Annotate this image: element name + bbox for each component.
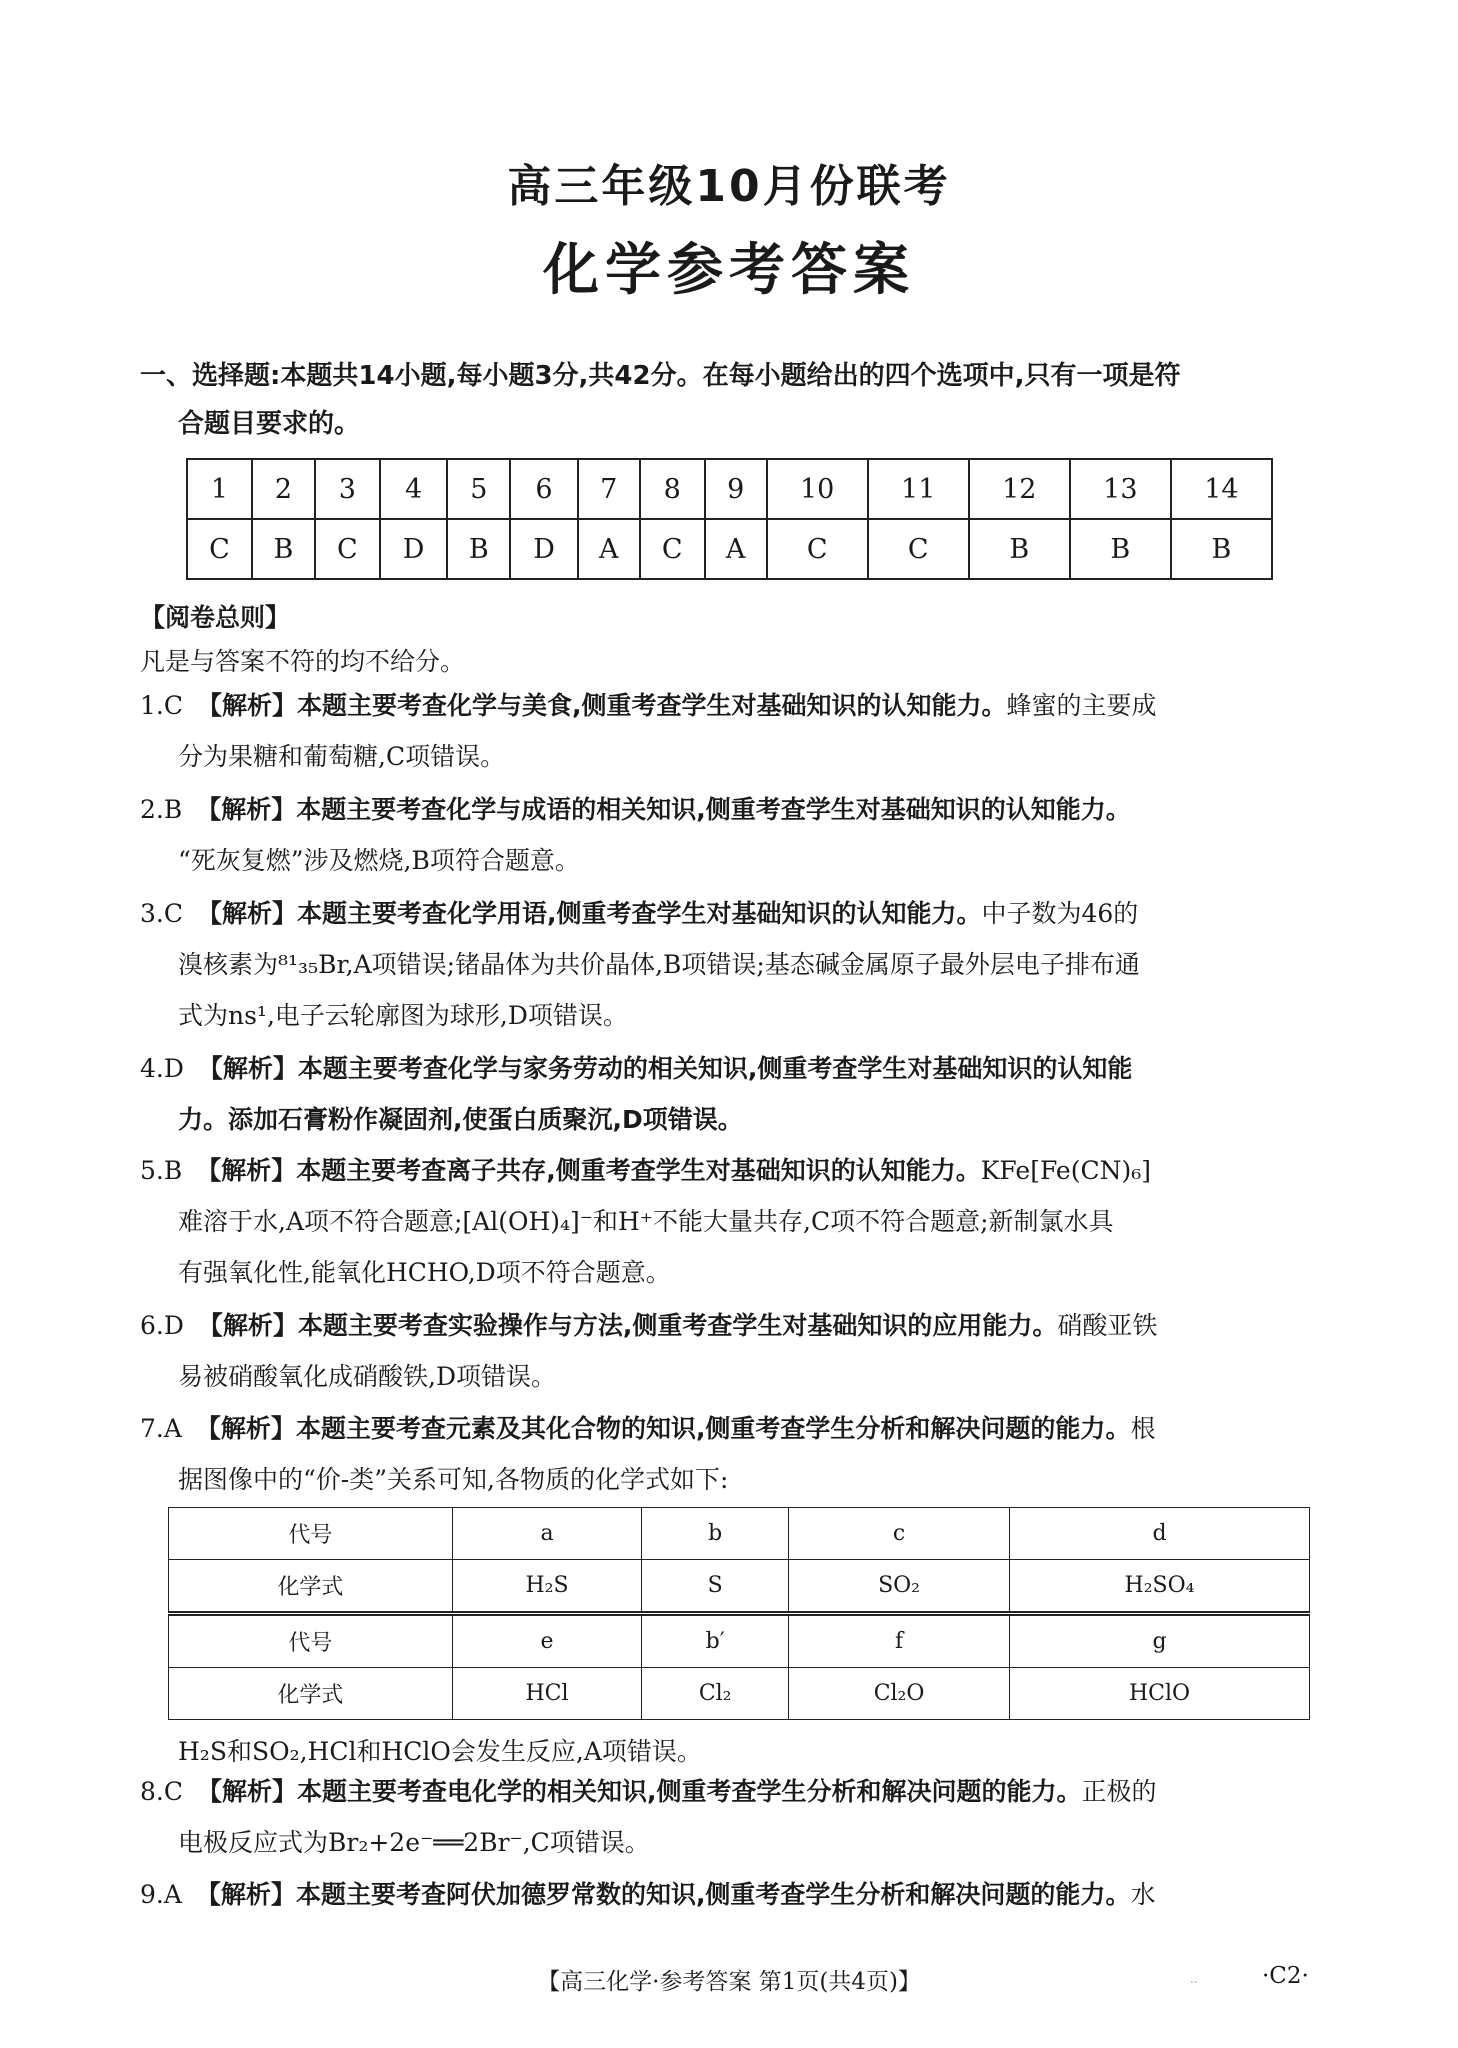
question-number: 1 (187, 459, 252, 519)
row-label: 代号 (169, 1614, 453, 1668)
item-text: “死灰复燃”涉及燃烧,B项符合题意。 (178, 846, 580, 875)
item-bold-text: 本题主要考查阿伏加德罗常数的知识,侧重考查学生分析和解决问题的能力。 (295, 1880, 1131, 1909)
answer-cell: B (447, 519, 510, 579)
question-number: 2 (252, 459, 315, 519)
item-bold-text: 本题主要考查化学用语,侧重考查学生对基础知识的认知能力。 (297, 899, 982, 928)
item-bold-text: 本题主要考查化学与家务劳动的相关知识,侧重考查学生对基础知识的认知能 (297, 1054, 1133, 1083)
answer-cell: C (315, 519, 380, 579)
question-number: 9 (705, 459, 767, 519)
formula-cell: HCl (452, 1668, 641, 1720)
answer-cell: B (252, 519, 315, 579)
answer-cell: B (1070, 519, 1171, 579)
question-number: 6 (510, 459, 578, 519)
item-bold-text: 本题主要考查化学与成语的相关知识,侧重考查学生对基础知识的认知能力。 (296, 795, 1131, 824)
answer-cell: B (1171, 519, 1272, 579)
answer-cell: A (578, 519, 640, 579)
answer-cell: A (705, 519, 767, 579)
item-tag: 【解析】 (195, 1880, 296, 1909)
code-cell: b (642, 1508, 789, 1560)
item-number: 7.A (140, 1414, 182, 1443)
answer-cell: C (187, 519, 252, 579)
item-text: KFe[Fe(CN)₆] (980, 1156, 1152, 1185)
answer-cell: C (640, 519, 705, 579)
item-text: 根 (1130, 1414, 1156, 1443)
item-text: 易被硝酸氧化成硝酸铁,D项错误。 (178, 1362, 556, 1391)
item-bold-text: 本题主要考查元素及其化合物的知识,侧重考查学生分析和解决问题的能力。 (295, 1414, 1131, 1443)
code-cell: f (789, 1614, 1010, 1668)
item-text: 据图像中的“价-类”关系可知,各物质的化学式如下: (178, 1465, 729, 1494)
answer-table-number-row (187, 459, 1272, 519)
item-tag: 【解析】 (197, 1054, 298, 1083)
item-number: 2.B (140, 795, 183, 824)
item-bold-text: 本题主要考查电化学的相关知识,侧重考查学生分析和解决问题的能力。 (297, 1777, 1082, 1806)
rules-heading: 【阅卷总则】 (140, 603, 291, 632)
question-number: 5 (447, 459, 510, 519)
item-tag: 【解析】 (196, 899, 297, 928)
formula-row (169, 1668, 1310, 1720)
row-label: 代号 (169, 1508, 453, 1560)
item-text: 有强氧化性,能氧化HCHO,D项不符合题意。 (178, 1258, 671, 1287)
answer-cell: C (868, 519, 969, 579)
item-number: 3.C (140, 899, 183, 928)
answer-item-5 (140, 1145, 1335, 1298)
code-cell: d (1010, 1508, 1310, 1560)
item-number: 5.B (140, 1156, 183, 1185)
answer-cell: D (380, 519, 448, 579)
rules-text: 凡是与答案不符的均不给分。 (140, 647, 466, 676)
formula-cell: Cl₂ (642, 1668, 789, 1720)
answer-cell: B (969, 519, 1070, 579)
item-number: 1.C (140, 691, 183, 720)
formula-cell: S (642, 1560, 789, 1614)
item-text: 正极的 (1081, 1777, 1157, 1806)
formula-cell: Cl₂O (789, 1668, 1010, 1720)
item-text: 分为果糖和葡萄糖,C项错误。 (178, 742, 506, 771)
answer-item-8 (140, 1766, 1335, 1868)
item-text: 蜂蜜的主要成 (1006, 691, 1157, 720)
answer-item-7 (140, 1403, 1335, 1505)
question-number: 13 (1070, 459, 1171, 519)
item-number: 4.D (140, 1054, 184, 1083)
answer-table-answer-row (187, 519, 1272, 579)
item-number: 8.C (140, 1777, 183, 1806)
section-heading-line2: 合题目要求的。 (178, 409, 361, 439)
item-tag: 【解析】 (196, 1156, 297, 1185)
item-text: 难溶于水,A项不符合题意;[Al(OH)₄]⁻和H⁺不能大量共存,C项不符合题意;新制氯水具 (178, 1207, 1114, 1236)
footer-dots: .. (1190, 1972, 1198, 1986)
formula-cell: H₂S (452, 1560, 641, 1614)
question-number: 3 (315, 459, 380, 519)
code-row (169, 1614, 1310, 1668)
answer-cell: D (510, 519, 578, 579)
item-text: 力。添加石膏粉作凝固剂,使蛋白质聚沉,D项错误。 (178, 1105, 743, 1134)
answer-item-2 (140, 784, 1335, 886)
item-tag: 【解析】 (195, 1414, 296, 1443)
item-text: 硝酸亚铁 (1057, 1311, 1158, 1340)
code-cell: b′ (642, 1614, 789, 1668)
page-footer: 【高三化学·参考答案 第1页(共4页)】 (537, 1969, 921, 1995)
item-bold-text: 本题主要考查化学与美食,侧重考查学生对基础知识的认知能力。 (297, 691, 1007, 720)
formula-cell: HClO (1010, 1668, 1310, 1720)
code-cell: g (1010, 1614, 1310, 1668)
formula-cell: H₂SO₄ (1010, 1560, 1310, 1614)
answer-item-6 (140, 1300, 1335, 1402)
item-tag: 【解析】 (197, 1311, 298, 1340)
answer-item-1 (140, 680, 1335, 782)
item-bold-text: 本题主要考查实验操作与方法,侧重考查学生对基础知识的应用能力。 (297, 1311, 1058, 1340)
item-tag: 【解析】 (196, 795, 297, 824)
item-text: 水 (1130, 1880, 1156, 1909)
item-number: 9.A (140, 1880, 182, 1909)
code-row (169, 1508, 1310, 1560)
code-cell: e (452, 1614, 641, 1668)
item-text: 式为ns¹,电子云轮廓图为球形,D项错误。 (178, 1001, 628, 1030)
question-number: 12 (969, 459, 1070, 519)
code-cell: c (789, 1508, 1010, 1560)
page-title-line1: 高三年级10月份联考 (507, 161, 951, 212)
item-number: 6.D (140, 1311, 184, 1340)
item-bold-text: 本题主要考查离子共存,侧重考查学生对基础知识的认知能力。 (296, 1156, 981, 1185)
answer-item-3 (140, 888, 1335, 1041)
item-7-conclusion: H₂S和SO₂,HCl和HClO会发生反应,A项错误。 (178, 1737, 702, 1766)
section-heading-line1: 一、选择题:本题共14小题,每小题3分,共42分。在每小题给出的四个选项中,只有一项是符 (140, 361, 1181, 391)
question-number: 4 (380, 459, 448, 519)
formula-cell: SO₂ (789, 1560, 1010, 1614)
answer-cell: C (767, 519, 868, 579)
item-tag: 【解析】 (196, 691, 297, 720)
answer-table (186, 458, 1273, 580)
row-label: 化学式 (169, 1560, 453, 1614)
chemical-formula-table (168, 1507, 1310, 1720)
row-label: 化学式 (169, 1668, 453, 1720)
answer-item-4 (140, 1043, 1335, 1145)
code-cell: a (452, 1508, 641, 1560)
formula-row (169, 1560, 1310, 1614)
item-text: 溴核素为⁸¹₃₅Br,A项错误;锗晶体为共价晶体,B项错误;基态碱金属原子最外层电子排布通 (178, 950, 1140, 979)
answer-item-9 (140, 1869, 1335, 1920)
section-heading (140, 352, 1340, 448)
item-text: 中子数为46的 (981, 899, 1139, 928)
question-number: 11 (868, 459, 969, 519)
question-number: 14 (1171, 459, 1272, 519)
item-tag: 【解析】 (196, 1777, 297, 1806)
page-code: ·C2· (1262, 1963, 1309, 1989)
question-number: 10 (767, 459, 868, 519)
question-number: 8 (640, 459, 705, 519)
item-text: 电极反应式为Br₂+2e⁻══2Br⁻,C项错误。 (178, 1828, 650, 1857)
question-number: 7 (578, 459, 640, 519)
page-title-line2: 化学参考答案 (543, 238, 915, 303)
